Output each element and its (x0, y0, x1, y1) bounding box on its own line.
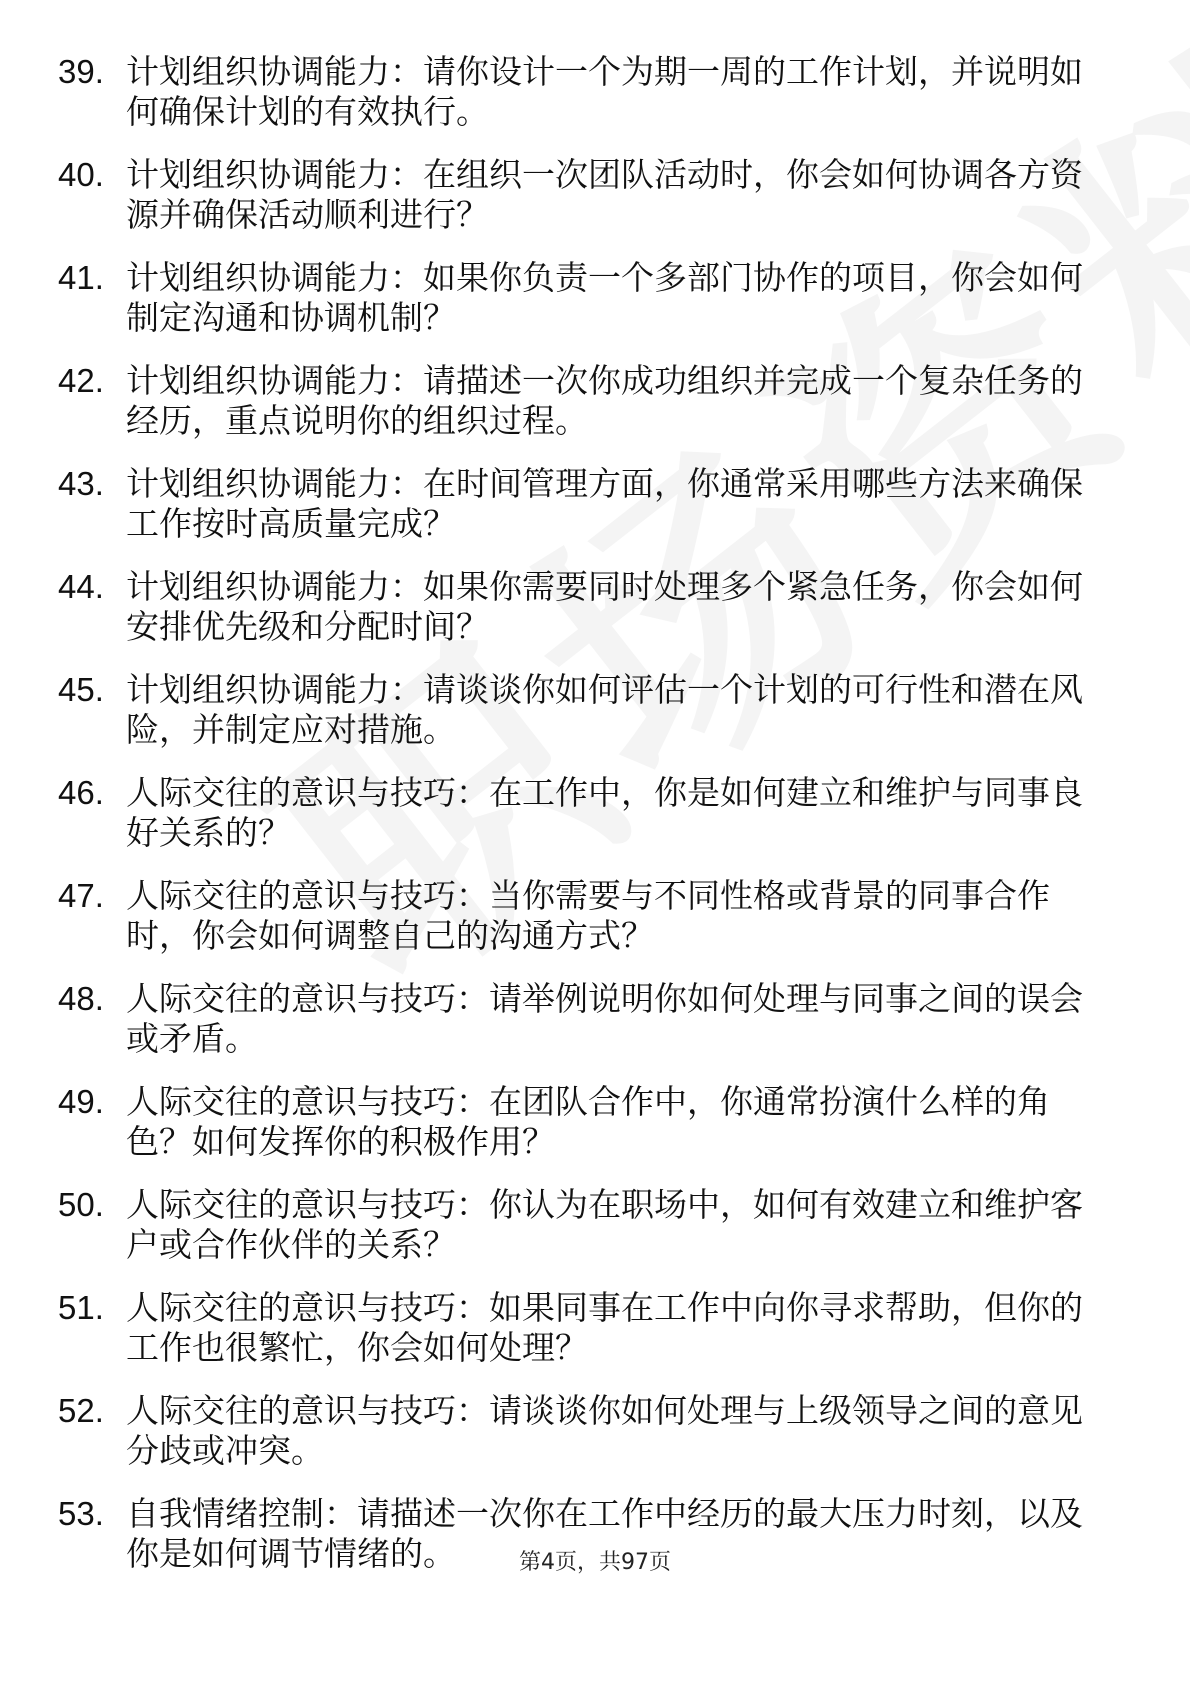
question-number: 45. (58, 671, 104, 708)
question-number: 42. (58, 362, 104, 399)
question-text: 人际交往的意识与技巧：请举例说明你如何处理与同事之间的误会或矛盾。 (126, 979, 1083, 1058)
question-item (58, 670, 1108, 773)
question-text: 计划组织协调能力：在时间管理方面，你通常采用哪些方法来确保工作按时高质量完成？ (126, 464, 1083, 543)
question-number: 40. (58, 156, 104, 193)
question-number: 51. (58, 1289, 104, 1326)
question-text: 自我情绪控制：请描述一次你在工作中经历的最大压力时刻，以及你是如何调节情绪的。 (126, 1494, 1083, 1573)
question-text: 计划组织协调能力：请谈谈你如何评估一个计划的可行性和潜在风险，并制定应对措施。 (126, 670, 1083, 749)
question-item (58, 567, 1108, 670)
question-item (58, 361, 1108, 464)
question-item (58, 1082, 1108, 1185)
question-text: 计划组织协调能力：在组织一次团队活动时，你会如何协调各方资源并确保活动顺利进行？ (126, 155, 1083, 234)
question-list (58, 52, 1108, 1597)
question-number: 49. (58, 1083, 104, 1120)
question-text: 计划组织协调能力：请你设计一个为期一周的工作计划，并说明如何确保计划的有效执行。 (126, 52, 1083, 131)
question-item (58, 1391, 1108, 1494)
question-item (58, 464, 1108, 567)
question-number: 50. (58, 1186, 104, 1223)
question-item (58, 155, 1108, 258)
question-number: 39. (58, 53, 104, 90)
question-item (58, 979, 1108, 1082)
question-text: 人际交往的意识与技巧：你认为在职场中，如何有效建立和维护客户或合作伙伴的关系？ (126, 1185, 1083, 1264)
question-number: 44. (58, 568, 104, 605)
question-item (58, 876, 1108, 979)
question-text: 人际交往的意识与技巧：当你需要与不同性格或背景的同事合作时，你会如何调整自己的沟通方式？ (126, 876, 1050, 955)
question-text: 人际交往的意识与技巧：在工作中，你是如何建立和维护与同事良好关系的？ (126, 773, 1083, 852)
question-item (58, 773, 1108, 876)
question-item (58, 1288, 1108, 1391)
question-number: 46. (58, 774, 104, 811)
question-item (58, 258, 1108, 361)
question-number: 47. (58, 877, 104, 914)
question-number: 48. (58, 980, 104, 1017)
page-footer: 第4页，共97页 (519, 1550, 671, 1575)
question-number: 43. (58, 465, 104, 502)
question-text: 人际交往的意识与技巧：如果同事在工作中向你寻求帮助，但你的工作也很繁忙，你会如何处理？ (126, 1288, 1083, 1367)
question-number: 52. (58, 1392, 104, 1429)
question-number: 41. (58, 259, 104, 296)
question-text: 计划组织协调能力：请描述一次你成功组织并完成一个复杂任务的经历，重点说明你的组织过程。 (126, 361, 1083, 440)
question-number: 53. (58, 1495, 104, 1532)
question-text: 计划组织协调能力：如果你负责一个多部门协作的项目，你会如何制定沟通和协调机制？ (126, 258, 1083, 337)
question-text: 人际交往的意识与技巧：请谈谈你如何处理与上级领导之间的意见分歧或冲突。 (126, 1391, 1083, 1470)
question-text: 人际交往的意识与技巧：在团队合作中，你通常扮演什么样的角色？如何发挥你的积极作用？ (126, 1082, 1050, 1161)
question-item (58, 52, 1108, 155)
question-item (58, 1185, 1108, 1288)
question-text: 计划组织协调能力：如果你需要同时处理多个紧急任务，你会如何安排优先级和分配时间？ (126, 567, 1083, 646)
